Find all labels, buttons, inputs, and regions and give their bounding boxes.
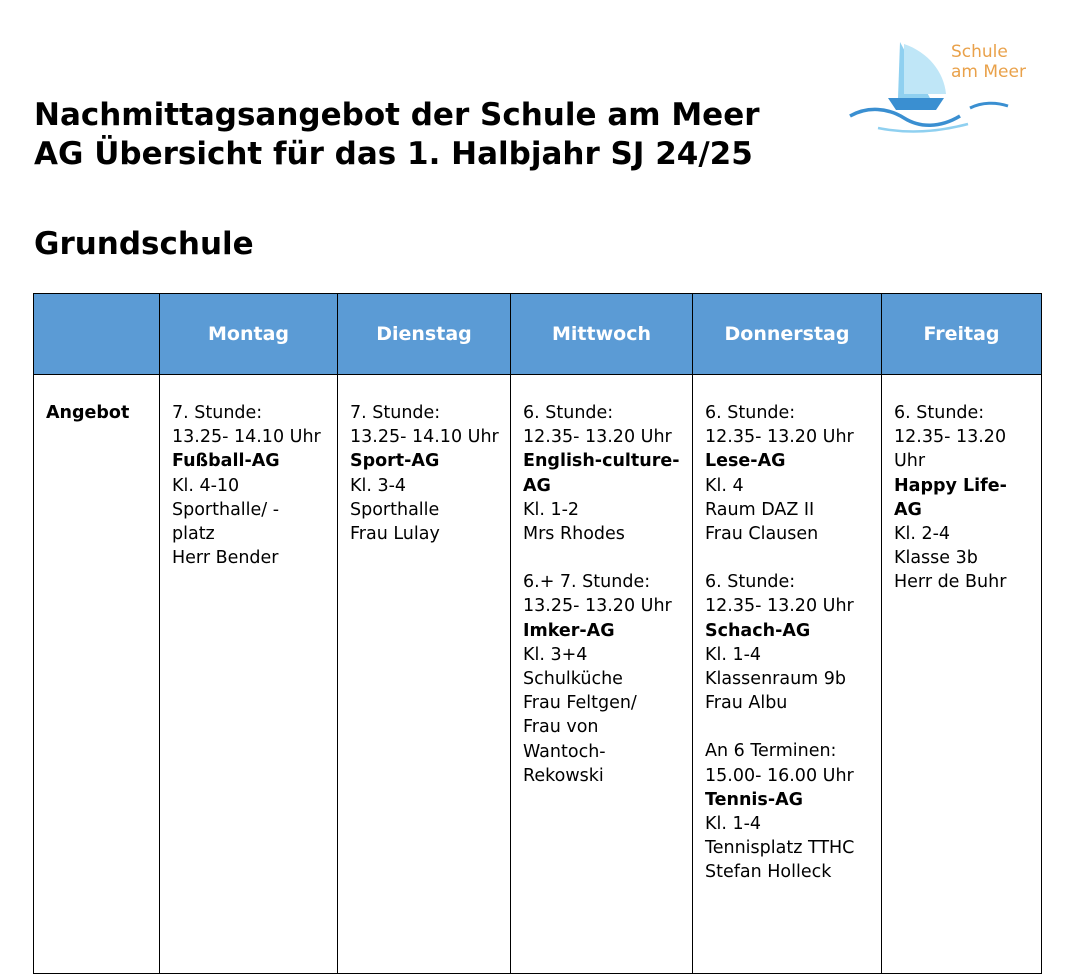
cell-wednesday xyxy=(511,375,693,974)
ag-detail: Frau Clausen xyxy=(705,524,819,545)
page-title xyxy=(34,96,760,174)
ag-name: Fußball-AG xyxy=(172,451,280,472)
header-day-monday: Montag xyxy=(160,294,338,375)
ag-detail: Raum DAZ II xyxy=(705,499,815,520)
ag-detail: Frau Albu xyxy=(705,693,788,714)
ag-detail: Kl. 3+4 xyxy=(523,644,588,665)
ag-time: 12.35- 13.20 Uhr xyxy=(705,596,854,617)
ag-name: Lese-AG xyxy=(705,451,786,472)
schedule-table xyxy=(33,293,1042,974)
ag-detail: Kl. 1-4 xyxy=(705,814,762,835)
ag-detail: Tennisplatz TTHC xyxy=(705,838,855,859)
ag-entry xyxy=(523,401,684,546)
cell-thursday xyxy=(693,375,882,974)
cell-tuesday xyxy=(338,375,511,974)
ag-time-label: 6. Stunde: xyxy=(705,403,796,423)
ag-detail: Kl. 4-10 xyxy=(172,475,240,496)
ag-entry xyxy=(523,570,684,788)
ag-detail: Wantoch- xyxy=(523,741,606,762)
ag-detail: Herr de Buhr xyxy=(894,572,1007,593)
header-day-tuesday: Dienstag xyxy=(338,294,511,375)
ag-time-label: 6. Stunde: xyxy=(894,403,985,423)
ag-name: Imker-AG xyxy=(523,620,615,641)
ag-entry xyxy=(705,570,873,715)
ag-time-label: 6.+ 7. Stunde: xyxy=(523,572,651,593)
ag-time-label: 6. Stunde: xyxy=(523,403,614,423)
ag-detail: Herr Bender xyxy=(172,548,279,569)
logo-text-line2: am Meer xyxy=(951,62,1026,82)
ag-detail: Kl. 4 xyxy=(705,475,744,496)
ag-time-label: 7. Stunde: xyxy=(350,403,441,423)
ag-detail: Klasse 3b xyxy=(894,548,978,569)
ag-detail: Klassenraum 9b xyxy=(705,669,847,690)
ag-detail: platz xyxy=(172,524,215,545)
ag-detail: Kl. 1-2 xyxy=(523,499,580,520)
ag-name: Sport-AG xyxy=(350,451,440,472)
ag-detail: Frau Feltgen/ xyxy=(523,693,637,714)
ag-time-label: 6. Stunde: xyxy=(705,572,796,593)
header-day-thursday: Donnerstag xyxy=(693,294,882,375)
ag-entry xyxy=(894,401,1033,595)
ag-time: 13.25- 13.20 Uhr xyxy=(523,596,672,617)
ag-name: Schach-AG xyxy=(705,620,811,641)
ag-name: English-culture-AG xyxy=(523,451,680,496)
ag-detail: Schulküche xyxy=(523,669,623,690)
offer-row xyxy=(34,375,1042,974)
ag-detail: Frau von xyxy=(523,717,599,738)
ag-detail: Mrs Rhodes xyxy=(523,524,625,545)
ag-entry xyxy=(705,739,873,884)
ag-entry xyxy=(350,401,502,546)
ag-time-label: An 6 Terminen: xyxy=(705,741,837,762)
title-line1: Nachmittagsangebot der Schule am Meer xyxy=(34,97,760,133)
ag-name: Tennis-AG xyxy=(705,789,803,810)
ag-detail: Sporthalle/ - xyxy=(172,499,280,520)
cell-friday xyxy=(882,375,1042,974)
ag-time: 12.35- 13.20 Uhr xyxy=(894,427,1007,472)
ag-detail: Frau Lulay xyxy=(350,524,440,545)
header-day-wednesday: Mittwoch xyxy=(511,294,693,375)
ag-detail: Rekowski xyxy=(523,765,604,786)
header-row xyxy=(34,294,1042,375)
header-empty-cell xyxy=(34,294,160,375)
ag-name: Happy Life-AG xyxy=(894,475,1007,520)
ag-detail: Kl. 2-4 xyxy=(894,524,951,545)
ag-entry xyxy=(705,401,873,546)
cell-monday xyxy=(160,375,338,974)
ag-detail: Kl. 3-4 xyxy=(350,475,407,496)
row-label: Angebot xyxy=(34,375,160,974)
ag-entry xyxy=(172,401,329,570)
ag-time: 12.35- 13.20 Uhr xyxy=(523,427,672,448)
header-day-friday: Freitag xyxy=(882,294,1042,375)
ag-detail: Kl. 1-4 xyxy=(705,644,762,665)
title-line2: AG Übersicht für das 1. Halbjahr SJ 24/25 xyxy=(34,136,753,172)
section-heading: Grundschule xyxy=(34,226,254,262)
school-logo xyxy=(848,36,1048,136)
ag-detail: Stefan Holleck xyxy=(705,862,832,883)
ag-time: 13.25- 14.10 Uhr xyxy=(350,427,499,448)
ag-time: 12.35- 13.20 Uhr xyxy=(705,427,854,448)
ag-time: 13.25- 14.10 Uhr xyxy=(172,427,321,448)
ag-time: 15.00- 16.00 Uhr xyxy=(705,765,854,786)
logo-text-line1: Schule xyxy=(951,42,1008,62)
ag-time-label: 7. Stunde: xyxy=(172,403,263,423)
ag-detail: Sporthalle xyxy=(350,499,440,520)
